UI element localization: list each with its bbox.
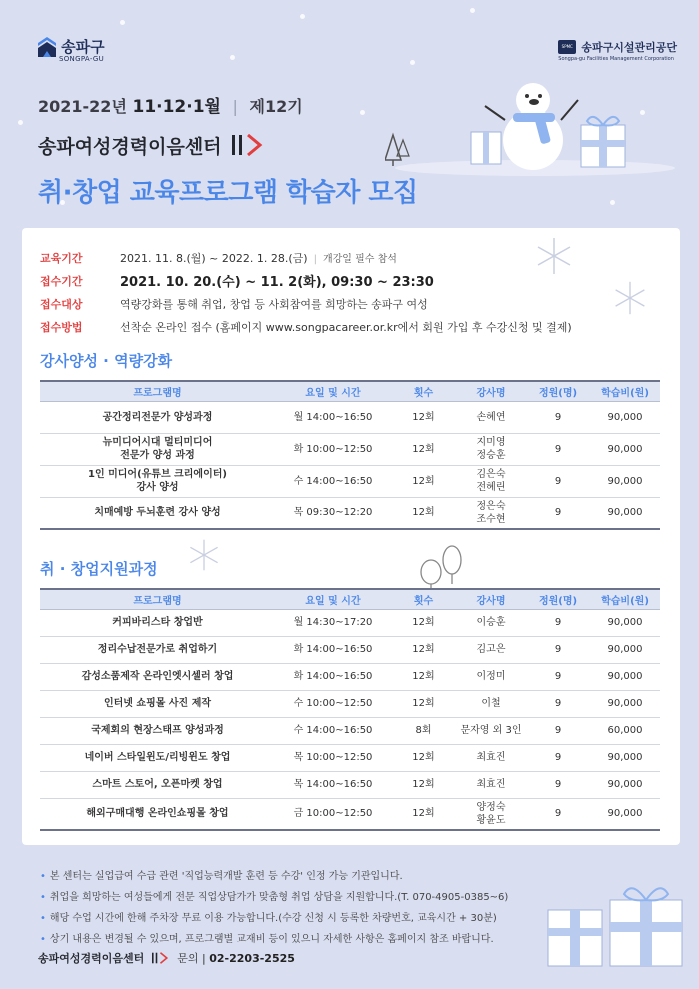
cell-fee: 90,000 [590,771,660,798]
arrow-deco-icon [152,952,170,967]
cell-time: 화 14:00~16:50 [275,636,391,663]
col-header-capacity: 정원(명) [526,381,590,401]
cell-capacity: 9 [526,717,590,744]
snow-dot [120,20,125,25]
cell-program: 국제회의 현장스태프 양성과정 [40,717,275,744]
cell-teacher: 문자영 외 3인 [456,717,526,744]
cell-teacher: 김고은 [456,636,526,663]
cell-teacher: 이철 [456,690,526,717]
cell-teacher: 손혜연 [456,401,526,433]
col-header-teacher: 강사명 [456,381,526,401]
col-header-fee: 학습비(원) [590,589,660,609]
cell-count: 8회 [391,717,456,744]
songpa-logo-name: 송파구 [61,38,105,56]
cell-program: 네이버 스타일윈도/리빙윈도 창업 [40,744,275,771]
cell-fee: 90,000 [590,798,660,830]
cell-program: 뉴미디어시대 멀티미디어 전문가 양성 과정 [40,433,275,465]
facilities-corp-sub: Songpa-gu Facilities Management Corporation [558,56,674,62]
cell-fee: 90,000 [590,465,660,497]
cell-time: 수 14:00~16:50 [275,465,391,497]
cell-time: 금 10:00~12:50 [275,798,391,830]
col-header-program: 프로그램명 [40,589,275,609]
footer-phone: 02-2203-2525 [209,952,295,965]
table-row [40,771,660,798]
cell-teacher: 이승훈 [456,609,526,636]
notice-item: • 취업을 희망하는 여성들에게 전문 직업상담가가 맞춤형 취업 상담을 지원합니다.(T. 070-4905-0385~6) [40,887,508,908]
cell-program: 인터넷 쇼핑몰 사진 제작 [40,690,275,717]
cell-capacity: 9 [526,690,590,717]
cell-fee: 90,000 [590,663,660,690]
col-header-teacher: 강사명 [456,589,526,609]
cell-capacity: 9 [526,771,590,798]
cell-capacity: 9 [526,798,590,830]
cell-program: 1인 미디어(유튜브 크리에이터) 강사 양성 [40,465,275,497]
col-header-count: 횟수 [391,589,456,609]
cell-fee: 90,000 [590,744,660,771]
cell-program: 해외구매대행 온라인쇼핑몰 창업 [40,798,275,830]
snowflake-icon [612,280,648,316]
cell-count: 12회 [391,798,456,830]
period-year: 2021-22년 [38,97,127,116]
cell-time: 월 14:30~17:20 [275,609,391,636]
cell-teacher: 최효진 [456,771,526,798]
info-row-target [40,292,572,315]
cell-fee: 90,000 [590,433,660,465]
info-label: 접수방법 [40,320,83,334]
snow-dot [300,14,305,19]
cell-capacity: 9 [526,433,590,465]
snowman-illustration [385,80,685,230]
spmc-logo-icon: SPMC [558,40,576,54]
cell-time: 화 14:00~16:50 [275,663,391,690]
cell-teacher: 정은숙 조수현 [456,497,526,529]
info-value: 2021. 11. 8.(월) ~ 2022. 1. 28.(금) [120,251,308,265]
cell-fee: 90,000 [590,497,660,529]
songpa-logo-sub: SONGPA-GU [59,55,105,63]
cell-count: 12회 [391,433,456,465]
notice-list [40,866,508,950]
cell-fee: 90,000 [590,690,660,717]
info-block [40,246,572,338]
cell-time: 월 14:00~16:50 [275,401,391,433]
cell-capacity: 9 [526,465,590,497]
cell-program: 스마트 스토어, 오픈마켓 창업 [40,771,275,798]
period-months: 11·12·1월 [132,97,221,117]
col-header-fee: 학습비(원) [590,381,660,401]
table-row [40,401,660,433]
cell-program: 공간정리전문가 양성과정 [40,401,275,433]
cell-time: 화 10:00~12:50 [275,433,391,465]
songpa-gu-logo [38,36,105,63]
info-value: 역량강화를 통해 취업, 창업 등 사회참여를 희망하는 송파구 여성 [120,297,428,311]
cell-time: 수 14:00~16:50 [275,717,391,744]
notice-item: • 본 센터는 실업급여 수급 관련 '직업능력개발 훈련 등 수강' 인정 가능 기관입니다. [40,866,508,887]
table-row [40,798,660,830]
cell-count: 12회 [391,744,456,771]
table-row [40,433,660,465]
period-round: 제12기 [249,97,303,116]
cell-teacher: 최효진 [456,744,526,771]
cell-program: 정리수납전문가로 취업하기 [40,636,275,663]
snow-dot [230,55,235,60]
footer [38,950,295,967]
center-name [38,132,266,161]
cell-capacity: 9 [526,744,590,771]
cell-program: 치매예방 두뇌훈련 강사 양성 [40,497,275,529]
recruitment-period [38,92,303,117]
snow-dot [470,8,475,13]
main-title: 취·창업 교육프로그램 학습자 모집 [38,178,418,208]
program-table-instructor [40,380,660,530]
section-title-employment: 취 · 창업지원과정 [40,560,158,578]
info-row-period [40,246,572,269]
content-card [22,228,680,845]
cell-fee: 90,000 [590,636,660,663]
snow-dot [18,120,23,125]
info-label: 접수기간 [40,274,83,288]
cell-fee: 90,000 [590,401,660,433]
cell-teacher: 김은숙 전혜린 [456,465,526,497]
info-label: 교육기간 [40,251,83,265]
cell-teacher: 이정미 [456,663,526,690]
program-table-employment [40,588,660,831]
snow-dot [360,110,365,115]
cell-capacity: 9 [526,663,590,690]
tree-icon [418,544,468,592]
cell-capacity: 9 [526,609,590,636]
info-value: 2021. 10. 20.(수) ~ 11. 2(화), 09:30 ~ 23:30 [120,275,434,290]
col-header-program: 프로그램명 [40,381,275,401]
cell-capacity: 9 [526,401,590,433]
cell-time: 목 09:30~12:20 [275,497,391,529]
table-row [40,636,660,663]
footer-center-name: 송파여성경력이음센터 [38,952,145,965]
table-row [40,497,660,529]
table-row [40,744,660,771]
info-row-application [40,269,572,292]
table-row [40,663,660,690]
cell-count: 12회 [391,663,456,690]
cell-program: 감성소품제작 온라인엣시셀러 창업 [40,663,275,690]
col-header-time: 요일 및 시간 [275,381,391,401]
cell-count: 12회 [391,465,456,497]
cell-count: 12회 [391,690,456,717]
notice-item: • 상기 내용은 변경될 수 있으며, 프로그램별 교재비 등이 있으니 자세한 사항은 홈페이지 참조 바랍니다. [40,929,508,950]
songpa-logo-icon [38,37,56,57]
cell-time: 목 10:00~12:50 [275,744,391,771]
table-header-row [40,589,660,609]
snowflake-icon [187,538,221,572]
facilities-corp-logo [558,36,677,62]
cell-teacher: 양정숙 황윤도 [456,798,526,830]
table-row [40,609,660,636]
info-row-method [40,315,572,338]
footer-contact [177,952,295,965]
cell-count: 12회 [391,636,456,663]
cell-fee: 60,000 [590,717,660,744]
cell-count: 12회 [391,497,456,529]
cell-time: 수 10:00~12:50 [275,690,391,717]
gift-illustration [540,870,690,970]
table-header-row [40,381,660,401]
table-row [40,717,660,744]
table-row [40,465,660,497]
cell-count: 12회 [391,609,456,636]
col-header-count: 횟수 [391,381,456,401]
cell-time: 목 14:00~16:50 [275,771,391,798]
cell-count: 12회 [391,401,456,433]
footer-contact-label: 문의 | [177,952,206,965]
cell-program: 커피바리스타 창업반 [40,609,275,636]
col-header-capacity: 정원(명) [526,589,590,609]
info-note: | 개강일 필수 참석 [314,250,397,265]
notice-item: • 해당 수업 시간에 한해 주차장 무료 이용 가능합니다.(수강 신청 시 등록한 차량번호, 교육시간 + 30분) [40,908,508,929]
arrow-deco-icon [232,134,266,161]
section-title-instructor: 강사양성 · 역량강화 [40,352,173,370]
cell-teacher: 지미영 정승훈 [456,433,526,465]
period-separator: | [232,97,238,116]
info-value: 선착순 온라인 접수 (홈페이지 www.songpacareer.or.kr에서 회원 가입 후 수강신청 및 결제) [120,320,572,334]
cell-capacity: 9 [526,636,590,663]
cell-count: 12회 [391,771,456,798]
cell-capacity: 9 [526,497,590,529]
facilities-corp-name: 송파구시설관리공단 [581,40,677,54]
table-row [40,690,660,717]
info-label: 접수대상 [40,297,83,311]
cell-fee: 90,000 [590,609,660,636]
col-header-time: 요일 및 시간 [275,589,391,609]
center-name-text: 송파여성경력이음센터 [38,136,222,158]
snow-dot [410,60,415,65]
